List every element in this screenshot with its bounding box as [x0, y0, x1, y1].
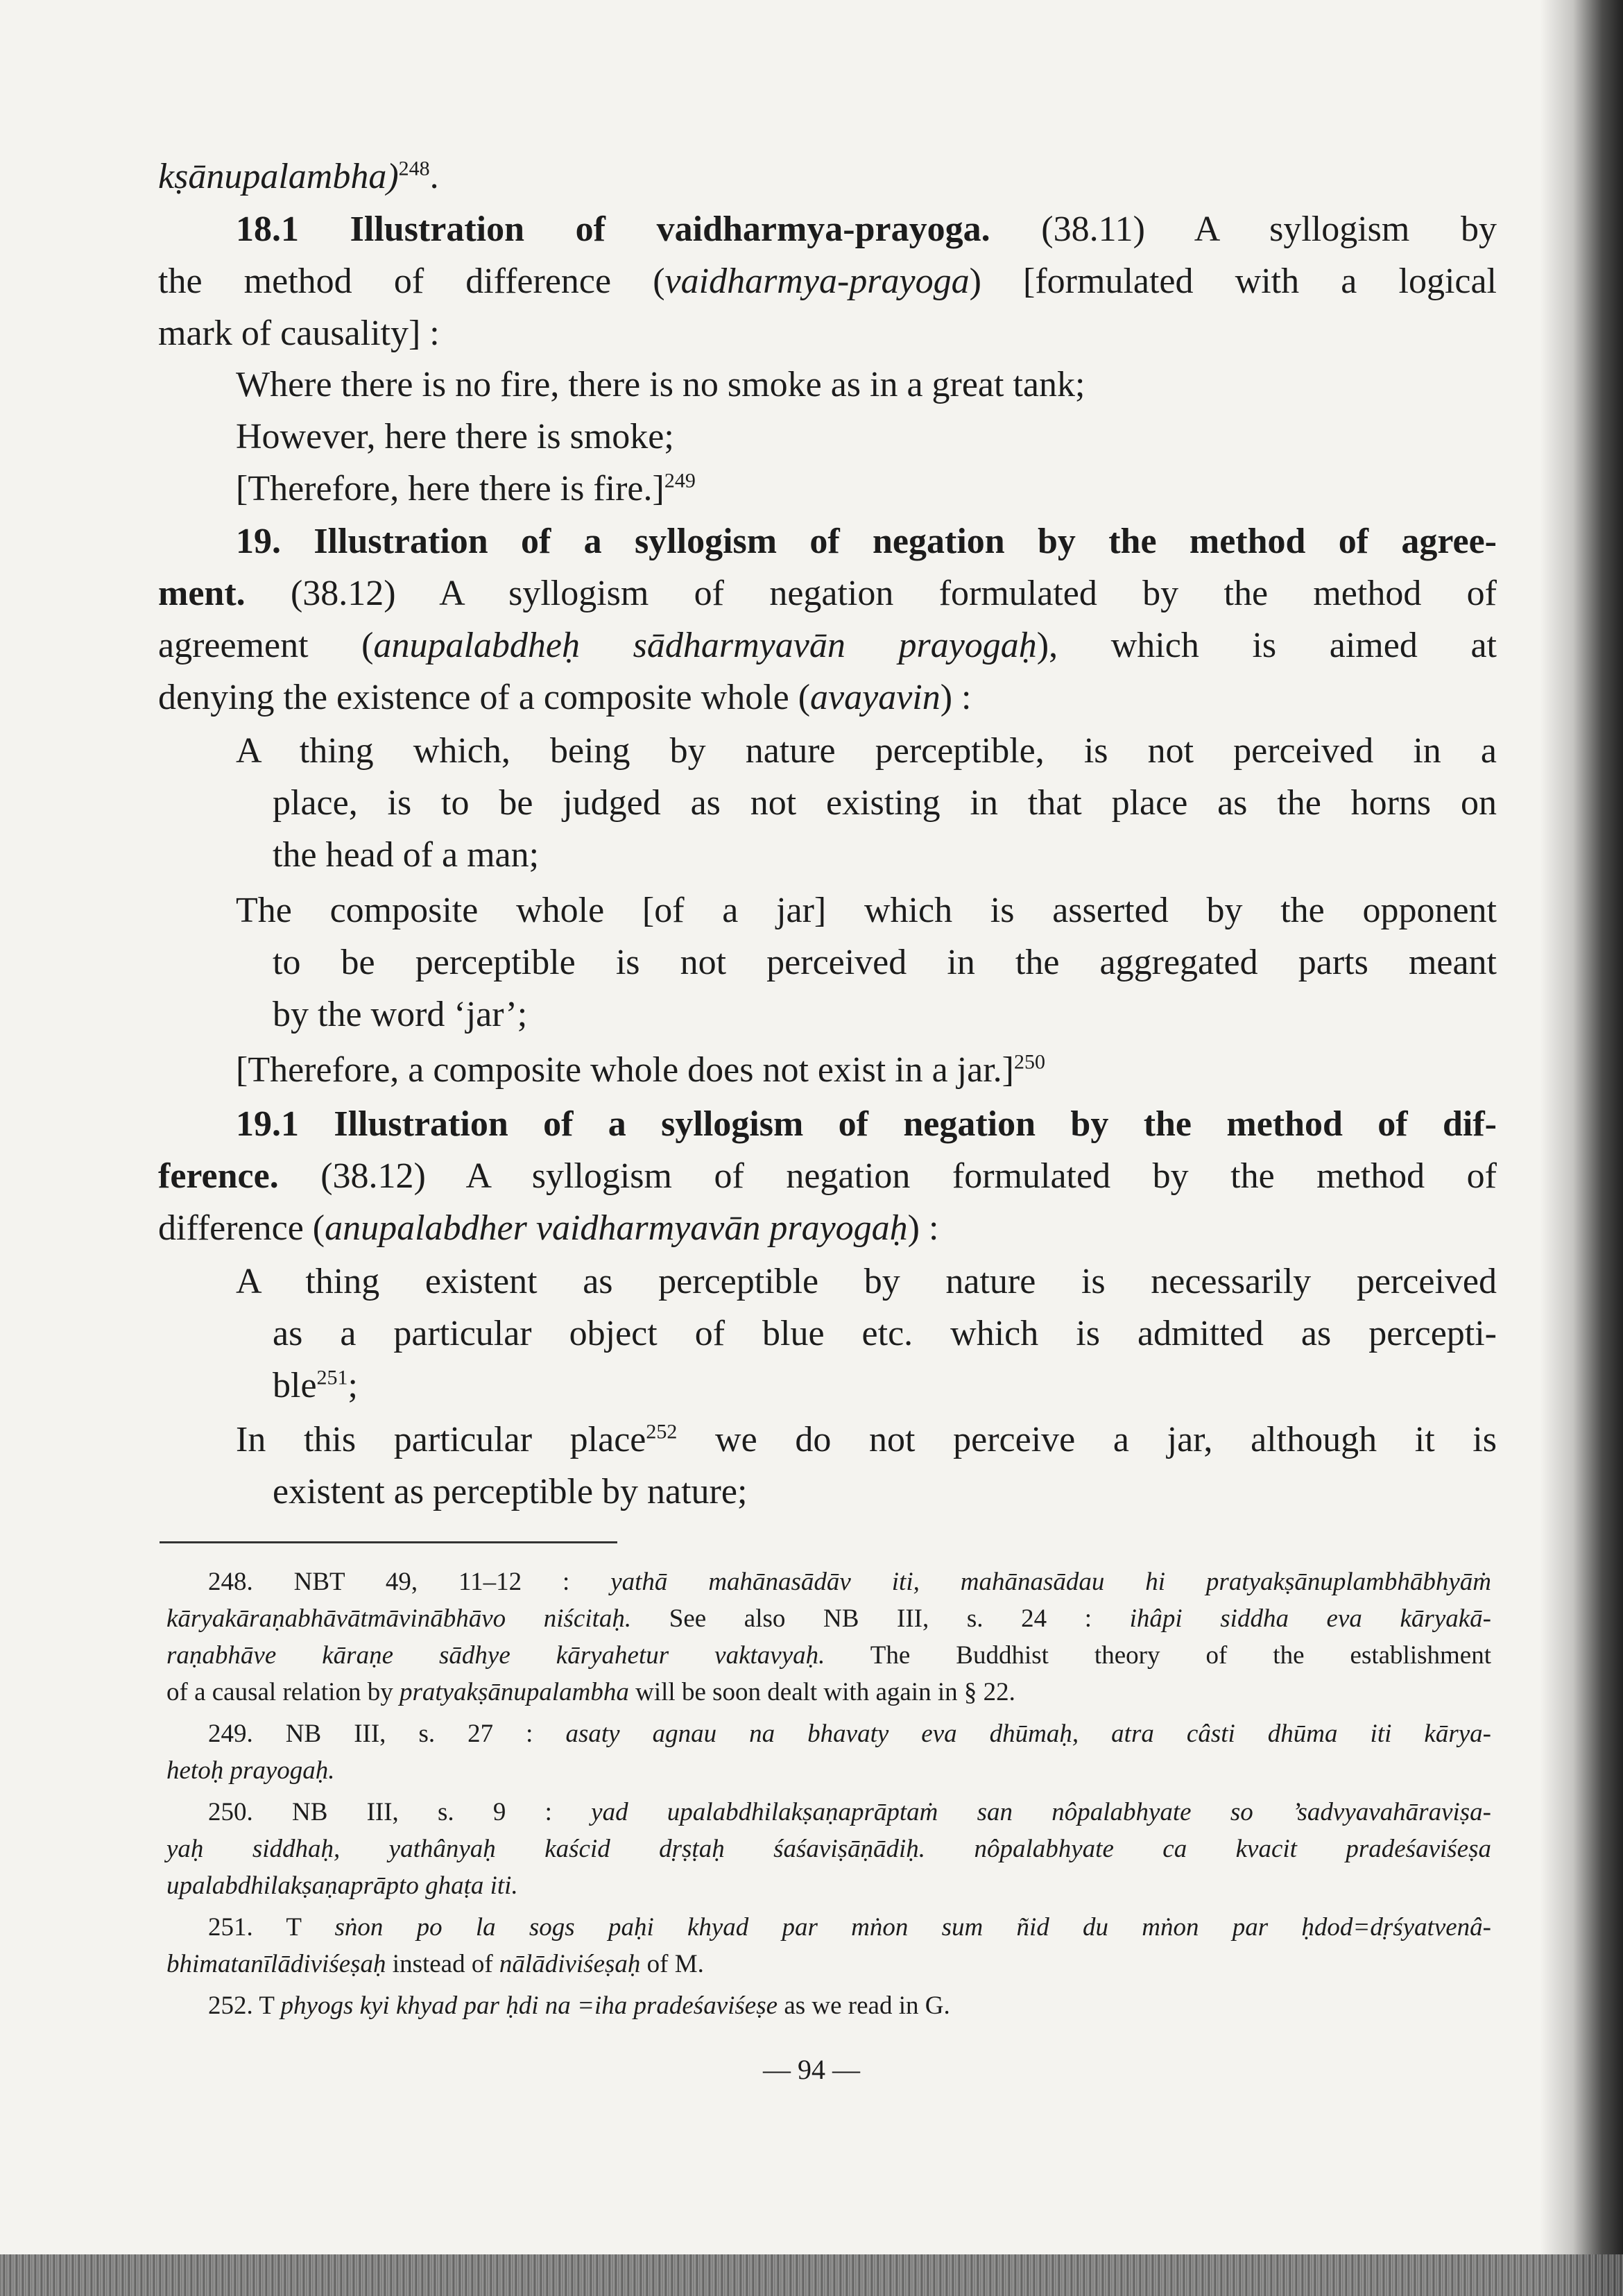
syllogism-line: the head of a man; — [273, 835, 540, 875]
text-line: mark of causality] : — [158, 314, 440, 353]
footnote-line: of a causal relation by pratyakṣānupalambha will be soon dealt with again in § 22. — [166, 1678, 1015, 1706]
footnote-249: 249. NB III, s. 27 : asaty agnau na bhavaty eva dhūmaḥ, atra câsti dhūma iti kārya- — [208, 1720, 1491, 1748]
syllogism-line: However, here there is smoke; — [236, 417, 674, 456]
footnote-248: 248. NBT 49, 11–12 : yathā mahānasādāv iti, mahānasādau hi pratyakṣānuplambhābhyāṁ — [208, 1568, 1491, 1596]
syllogism-line: by the word ‘jar’; — [273, 995, 528, 1034]
text-line: denying the existence of a composite whole (avayavin) : — [158, 678, 972, 717]
syllogism-line: Where there is no fire, there is no smoke as in a great tank; — [236, 365, 1085, 404]
text-line: ment. (38.12) A syllogism of negation formulated by the method of — [158, 574, 1497, 613]
syllogism-line: In this particular place$^{252}$ we do not perceive a jar, although it is — [236, 1420, 1497, 1459]
footnote-line: yaḥ siddhaḥ, yathânyaḥ kaścid dṛṣṭaḥ śaśaviṣāṇādiḥ. nôpalabhyate ca kvacit pradeśaviśeṣa — [166, 1835, 1491, 1863]
syllogism-line: The composite whole [of a jar] which is asserted by the opponent — [236, 891, 1497, 930]
footnote-251: 251. T sṅon po la sogs paḥi khyad par mṅon sum ñid du mṅon par ḥdod=dṛśyatvenâ- — [208, 1913, 1492, 1942]
text-line: ference. (38.12) A syllogism of negation formulated by the method of — [158, 1156, 1497, 1196]
page-number: — 94 — — [763, 2054, 860, 2085]
syllogism-line: A thing existent as perceptible by nature is necessarily perceived — [236, 1262, 1497, 1301]
footnote-line: kāryakāraṇabhāvātmāvinābhāvo niścitaḥ. See also NB III, s. 24 : ihâpi siddha eva kāryakā- — [166, 1604, 1491, 1633]
footnote-line: hetoḥ prayogaḥ. — [166, 1756, 335, 1785]
syllogism-line: to be perceptible is not perceived in the aggregated parts meant — [273, 943, 1497, 982]
footnote-252: 252. T phyogs kyi khyad par ḥdi na =iha pradeśaviśeṣe as we read in G. — [208, 1991, 950, 2020]
text-line: the method of difference (vaidharmya-prayoga) [formulated with a logical — [158, 262, 1497, 301]
scan-bottom-band — [0, 2254, 1623, 2296]
footnote-250: 250. NB III, s. 9 : yad upalabdhilakṣaṇaprāptaṁ san nôpalabhyate so ’sadvyavahāraviṣa- — [208, 1798, 1491, 1826]
text-line: kṣānupalambha)$^{248}$. — [158, 157, 439, 196]
footnote-line: raṇabhāve kāraṇe sādhye kāryahetur vaktavyaḥ. The Buddhist theory of the establishment — [166, 1641, 1491, 1670]
text-line: difference (anupalabdher vaidharmyavān prayogaḥ) : — [158, 1208, 939, 1248]
section-heading-19: 19. Illustration of a syllogism of negation by the method of agree- — [236, 522, 1497, 561]
section-heading-18-1: 18.1 Illustration of vaidharmya-prayoga. (38.11) A syllogism by — [236, 209, 1497, 249]
footnote-line: upalabdhilakṣaṇaprāpto ghaṭa iti. — [166, 1871, 518, 1900]
footnote-line: bhimatanīlādiviśeṣaḥ instead of nālādiviśeṣaḥ of M. — [166, 1950, 704, 1978]
text-line: agreement (anupalabdheḥ sādharmyavān prayogaḥ), which is aimed at — [158, 626, 1497, 665]
syllogism-line: A thing which, being by nature perceptible, is not perceived in a — [236, 731, 1497, 771]
section-heading-19-1: 19.1 Illustration of a syllogism of negation by the method of dif- — [236, 1104, 1497, 1144]
binding-edge-shadow — [1540, 0, 1623, 2296]
syllogism-line: ble$^{251}$; — [273, 1366, 358, 1405]
syllogism-line: place, is to be judged as not existing in that place as the horns on — [273, 783, 1497, 823]
syllogism-line: [Therefore, a composite whole does not exist in a jar.]$^{250}$ — [236, 1050, 1045, 1090]
footnote-rule — [160, 1541, 617, 1543]
syllogism-line: existent as perceptible by nature; — [273, 1472, 748, 1511]
syllogism-line: [Therefore, here there is fire.]$^{249}$ — [236, 469, 696, 508]
syllogism-line: as a particular object of blue etc. which is admitted as percepti- — [273, 1314, 1497, 1353]
